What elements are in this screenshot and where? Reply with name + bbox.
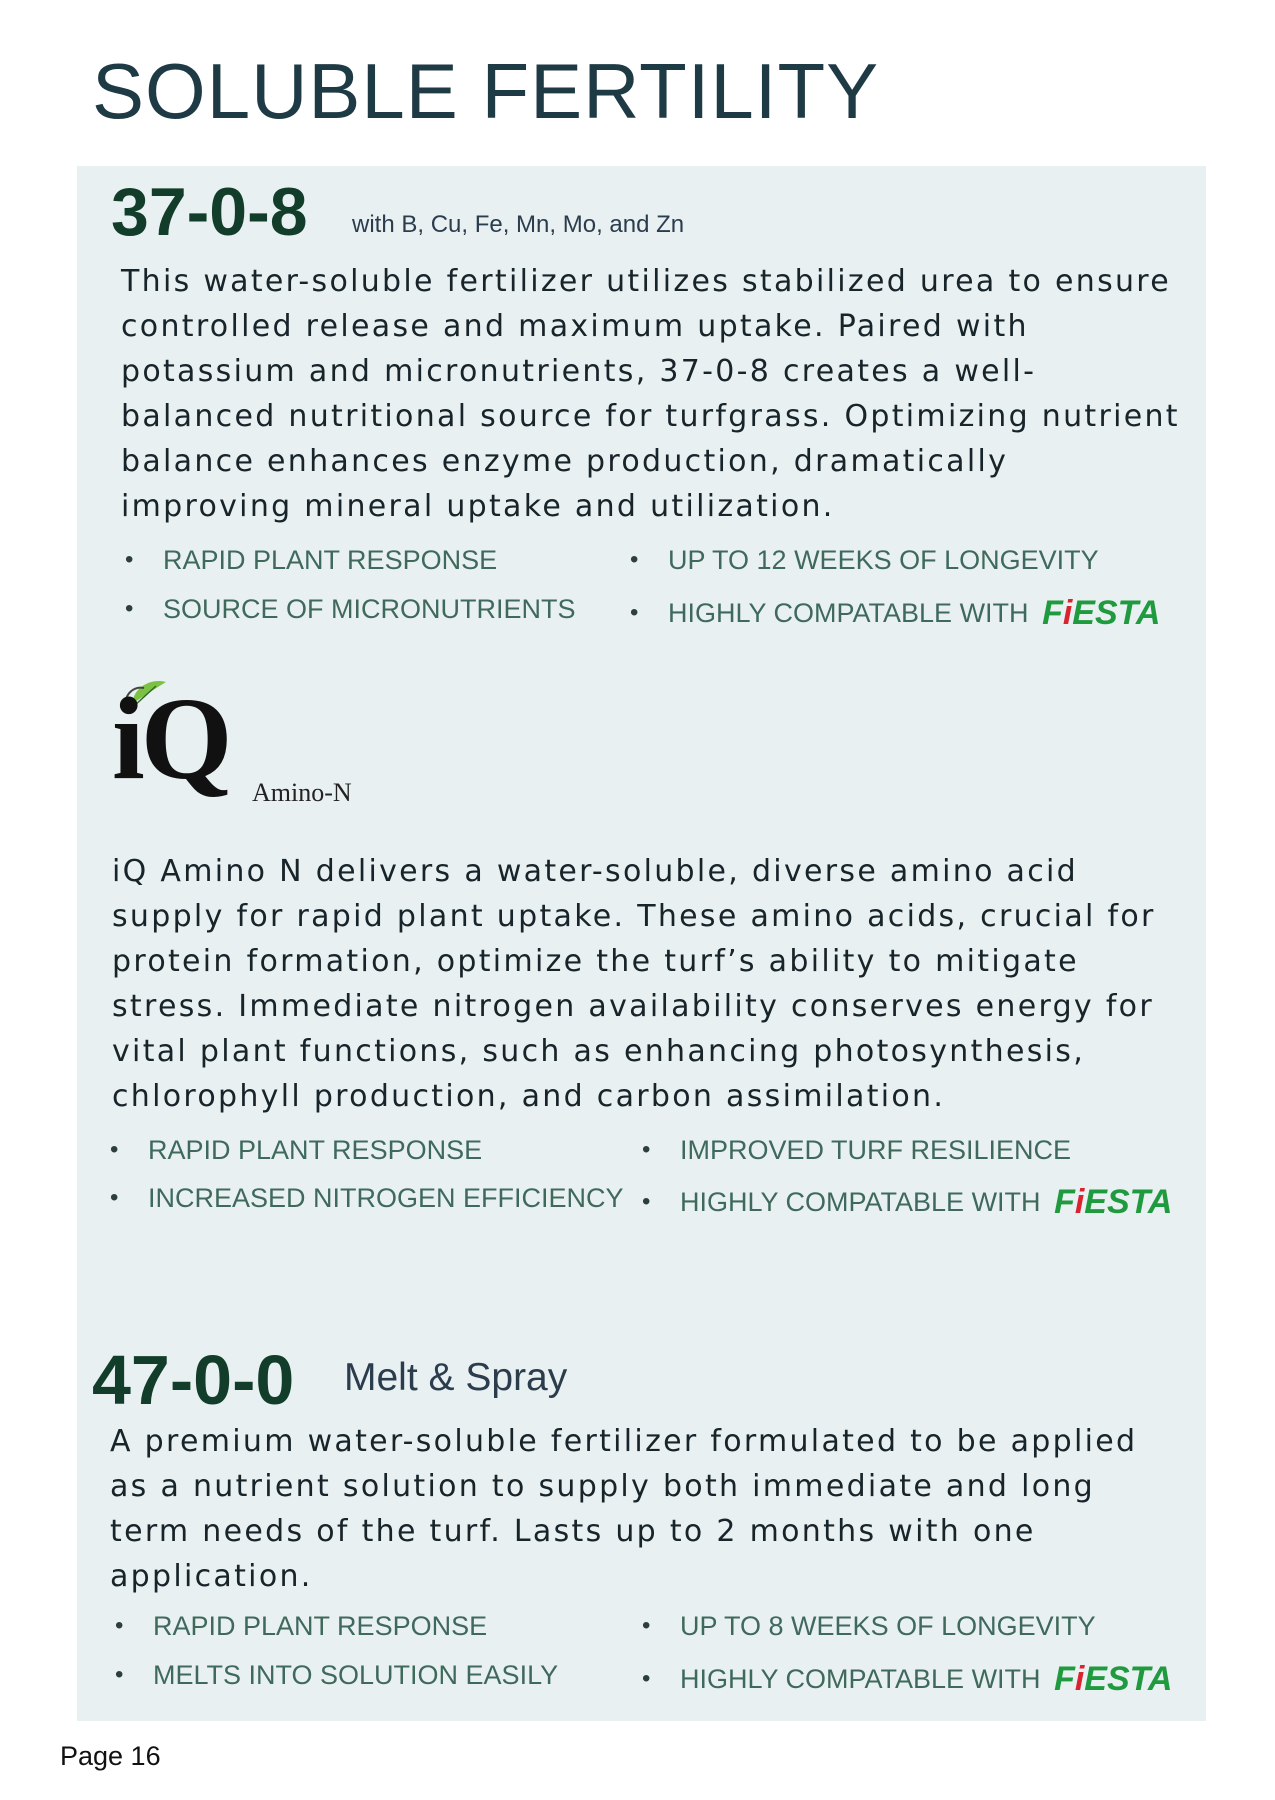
product-2-description: iQ Amino N delivers a water-soluble, diverse amino acid supply for rapid plant uptake. These amino acids, crucial for protein formation, optimize the turf’s ability to mitigate stress. Immediate nitrogen availability conserves energy for vital plant functions, such as enhancing photosynthesis, chlorophyll production, and carbon assimilation. <box>112 854 1156 1114</box>
product-1-name: 37-0-8 <box>111 174 308 250</box>
page-number: Page 16 <box>60 1741 161 1771</box>
product-1-feature: • RAPID PLANT RESPONSE <box>125 545 498 575</box>
fiesta-logo: FiESTA <box>1054 1660 1173 1698</box>
product-3-name: 47-0-0 <box>92 1341 295 1419</box>
fiesta-logo: FiESTA <box>1054 1183 1173 1221</box>
product-3-feature: • UP TO 8 WEEKS OF LONGEVITY <box>642 1611 1096 1641</box>
product-2-feature: • INCREASED NITROGEN EFFICIENCY <box>110 1183 624 1213</box>
product-3-description: A premium water-soluble fertilizer formulated to be applied as a nutrient solution to supply both immediate and long term needs of the turf. Lasts up to 2 months with one application. <box>110 1424 1138 1594</box>
product-1-feature: • HIGHLY COMPATABLE WITH FiESTA <box>630 594 1161 632</box>
product-2-feature: • HIGHLY COMPATABLE WITH FiESTA <box>642 1183 1173 1221</box>
iq-amino-n-logo <box>112 672 382 822</box>
fiesta-logo: FiESTA <box>1042 594 1161 632</box>
product-3-feature: • HIGHLY COMPATABLE WITH FiESTA <box>642 1660 1173 1698</box>
product-1-subtitle: with B, Cu, Fe, Mn, Mo, and Zn <box>352 211 685 238</box>
product-2-feature: • IMPROVED TURF RESILIENCE <box>642 1135 1072 1165</box>
product-1-feature: • UP TO 12 WEEKS OF LONGEVITY <box>630 545 1099 575</box>
product-1-description: This water-soluble fertilizer utilizes stabilized urea to ensure controlled release and maximum uptake. Paired with potassium and micronutrients, 37-0-8 creates a well-balanced nutritional source for turfgrass. Optimizing nutrient balance enhances enzyme production, dramatically improving mineral uptake and utilization. <box>121 264 1180 524</box>
product-1-feature: • SOURCE OF MICRONUTRIENTS <box>125 594 576 624</box>
amino-n-logo-text: Amino-N <box>252 778 352 807</box>
product-3-feature: • RAPID PLANT RESPONSE <box>115 1611 488 1641</box>
product-3-feature: • MELTS INTO SOLUTION EASILY <box>115 1660 559 1690</box>
iq-logo-text: iQ <box>112 673 229 804</box>
page-title: SOLUBLE FERTILITY <box>92 47 880 135</box>
product-2-feature: • RAPID PLANT RESPONSE <box>110 1135 483 1165</box>
product-3-subtitle: Melt & Spray <box>344 1356 568 1399</box>
